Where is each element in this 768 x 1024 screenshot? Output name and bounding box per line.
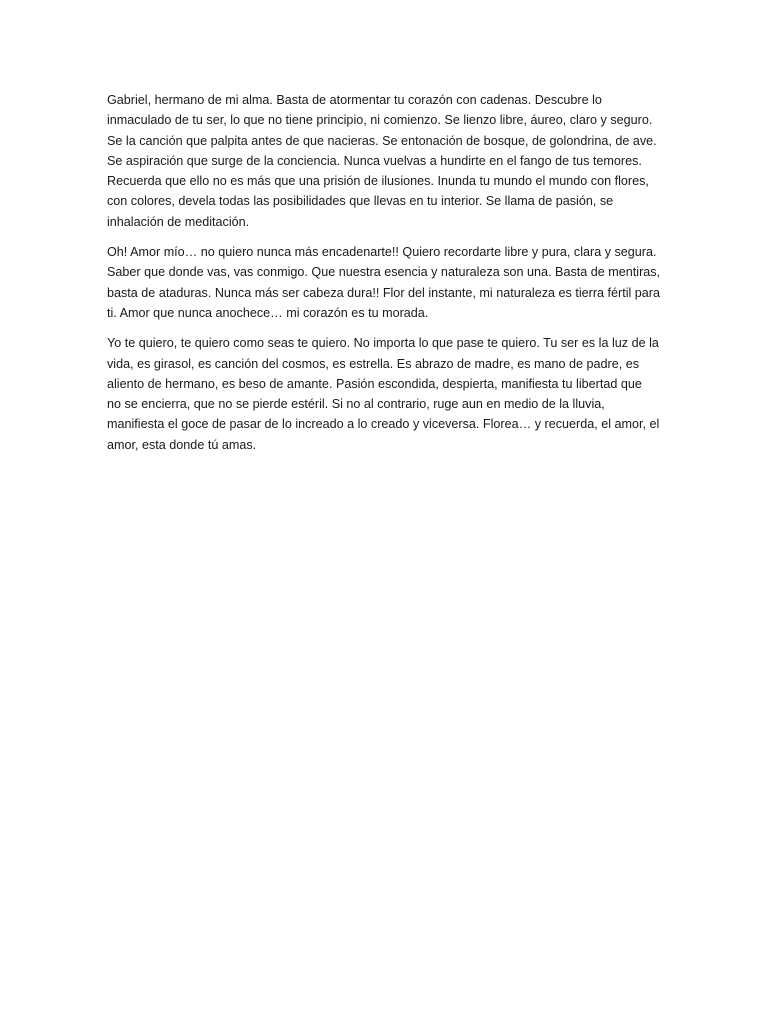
text-line: Recuerda que ello no es más que una prisión de ilusiones. Inunda tu mundo el mundo con flores, xyxy=(107,174,649,189)
text-line: manifiesta el goce de pasar de lo increado a lo creado y viceversa. Florea… y recuerda, el amor, el xyxy=(107,417,660,432)
text-line: ti. Amor que nunca anochece… mi corazón es tu morada. xyxy=(107,305,429,320)
paragraph-1 xyxy=(107,90,667,232)
text-line: Se la canción que palpita antes de que nacieras. Se entonación de bosque, de golondrina, de ave. xyxy=(107,133,657,148)
text-line: Gabriel, hermano de mi alma. Basta de atormentar tu corazón con cadenas. Descubre lo xyxy=(107,93,602,107)
document-body xyxy=(107,90,667,465)
text-line: Yo te quiero, te quiero como seas te quiero. No importa lo que pase te quiero. Tu ser es la luz de la xyxy=(107,336,659,351)
paragraph-2 xyxy=(107,242,667,323)
text-line: aliento de hermano, es beso de amante. Pasión escondida, despierta, manifiesta tu libertad que xyxy=(107,376,642,391)
text-line: con colores, devela todas las posibilidades que llevas en tu interior. Se llama de pasión, se xyxy=(107,194,614,209)
paragraph-3 xyxy=(107,333,667,455)
text-line: Se aspiración que surge de la conciencia. Nunca vuelvas a hundirte en el fango de tus temores. xyxy=(107,153,642,168)
text-line: basta de ataduras. Nunca más ser cabeza dura!! Flor del instante, mi naturaleza es tierra fértil para xyxy=(107,285,661,300)
text-line: no se encierra, que no se pierde estéril. Si no al contrario, ruge aun en medio de la lluvia, xyxy=(107,397,605,412)
text-line: Oh! Amor mío… no quiero nunca más encadenarte!! Quiero recordarte libre y pura, clara y segura. xyxy=(107,245,657,260)
text-line: inmaculado de tu ser, lo que no tiene principio, ni comienzo. Se lienzo libre, áureo, claro y seguro. xyxy=(107,113,653,128)
text-line: Saber que donde vas, vas conmigo. Que nuestra esencia y naturaleza son una. Basta de mentiras, xyxy=(107,265,661,280)
text-line: vida, es girasol, es canción del cosmos, es estrella. Es abrazo de madre, es mano de padre, es xyxy=(107,356,640,371)
text-line: amor, esta donde tú amas. xyxy=(107,437,257,452)
text-line: inhalación de meditación. xyxy=(107,214,250,229)
